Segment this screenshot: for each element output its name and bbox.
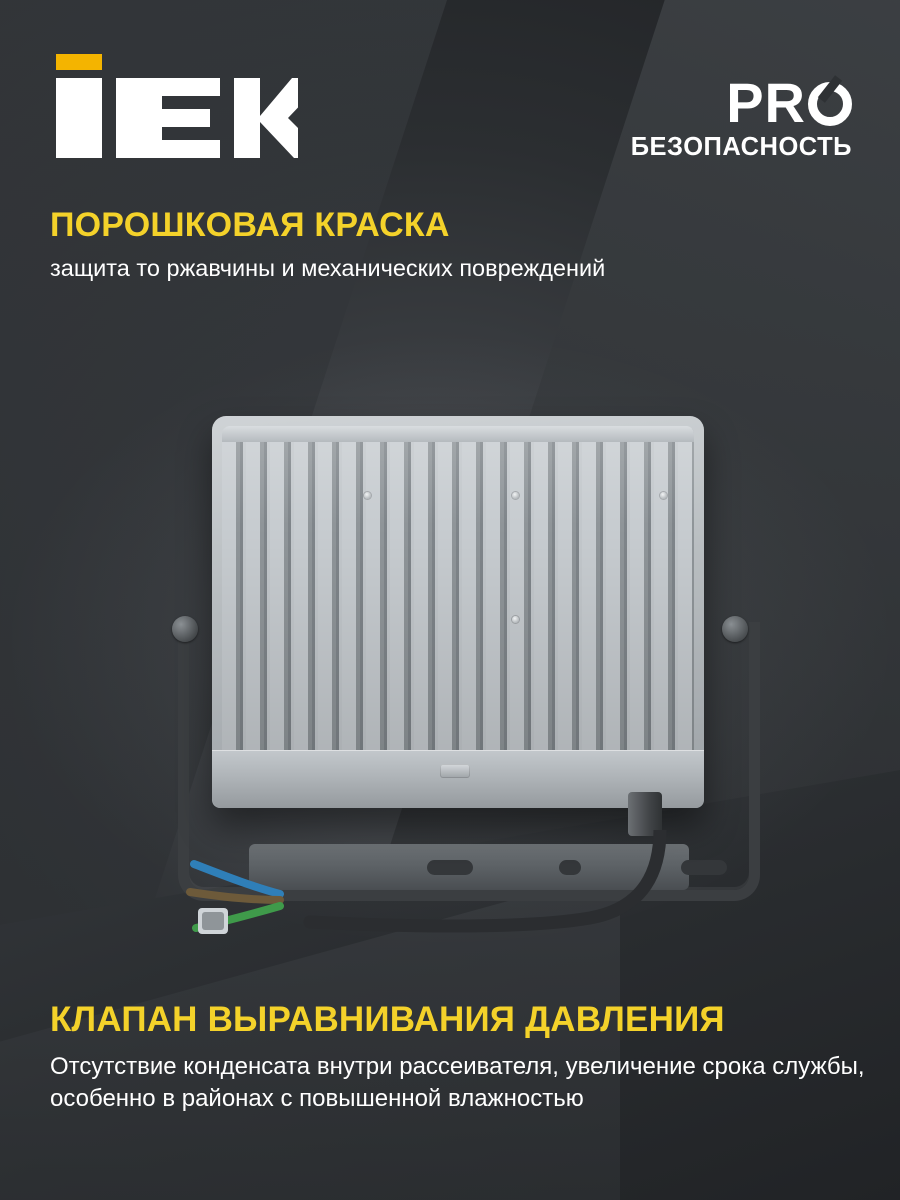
feature-block-bottom (50, 1002, 870, 1115)
pro-logo-o-ring-icon (808, 82, 852, 126)
floodlight-housing (212, 416, 704, 808)
heatsink-top-cap (222, 426, 694, 442)
pro-logo (622, 71, 852, 162)
bracket-pivot-knob-left (172, 616, 198, 642)
stripped-wire-ends (150, 830, 410, 950)
pro-logo-word: PR (622, 76, 852, 129)
pressure-valve-icon (512, 616, 519, 623)
feature-bottom-subline: Отсутствие конденсата внутри рассеивателя, увеличение срока службы, особенно в районах с повышенной влажностью (50, 1052, 865, 1112)
iek-logo (48, 52, 298, 160)
feature-top-subline: защита то ржавчины и механических повреждений (50, 254, 606, 281)
bracket-slot (681, 860, 727, 875)
feature-bottom-headline: КЛАПАН ВЫРАВНИВАНИЯ ДАВЛЕНИЯ (50, 1000, 725, 1039)
cable-gland (628, 792, 662, 836)
bracket-slot (559, 860, 581, 875)
bracket-pivot-knob-right (722, 616, 748, 642)
housing-screw (660, 492, 667, 499)
product-image-floodlight (150, 400, 760, 960)
feature-top-headline: ПОРОШКОВАЯ КРАСКА (50, 206, 450, 244)
feature-block-top (50, 208, 850, 284)
housing-screw (364, 492, 371, 499)
bracket-slot (427, 860, 473, 875)
pro-logo-subtitle: БЕЗОПАСНОСТЬ (630, 133, 852, 162)
frame-latch (440, 764, 470, 778)
housing-screw (512, 492, 519, 499)
poster-header (48, 46, 852, 162)
heatsink-fins (222, 426, 694, 756)
